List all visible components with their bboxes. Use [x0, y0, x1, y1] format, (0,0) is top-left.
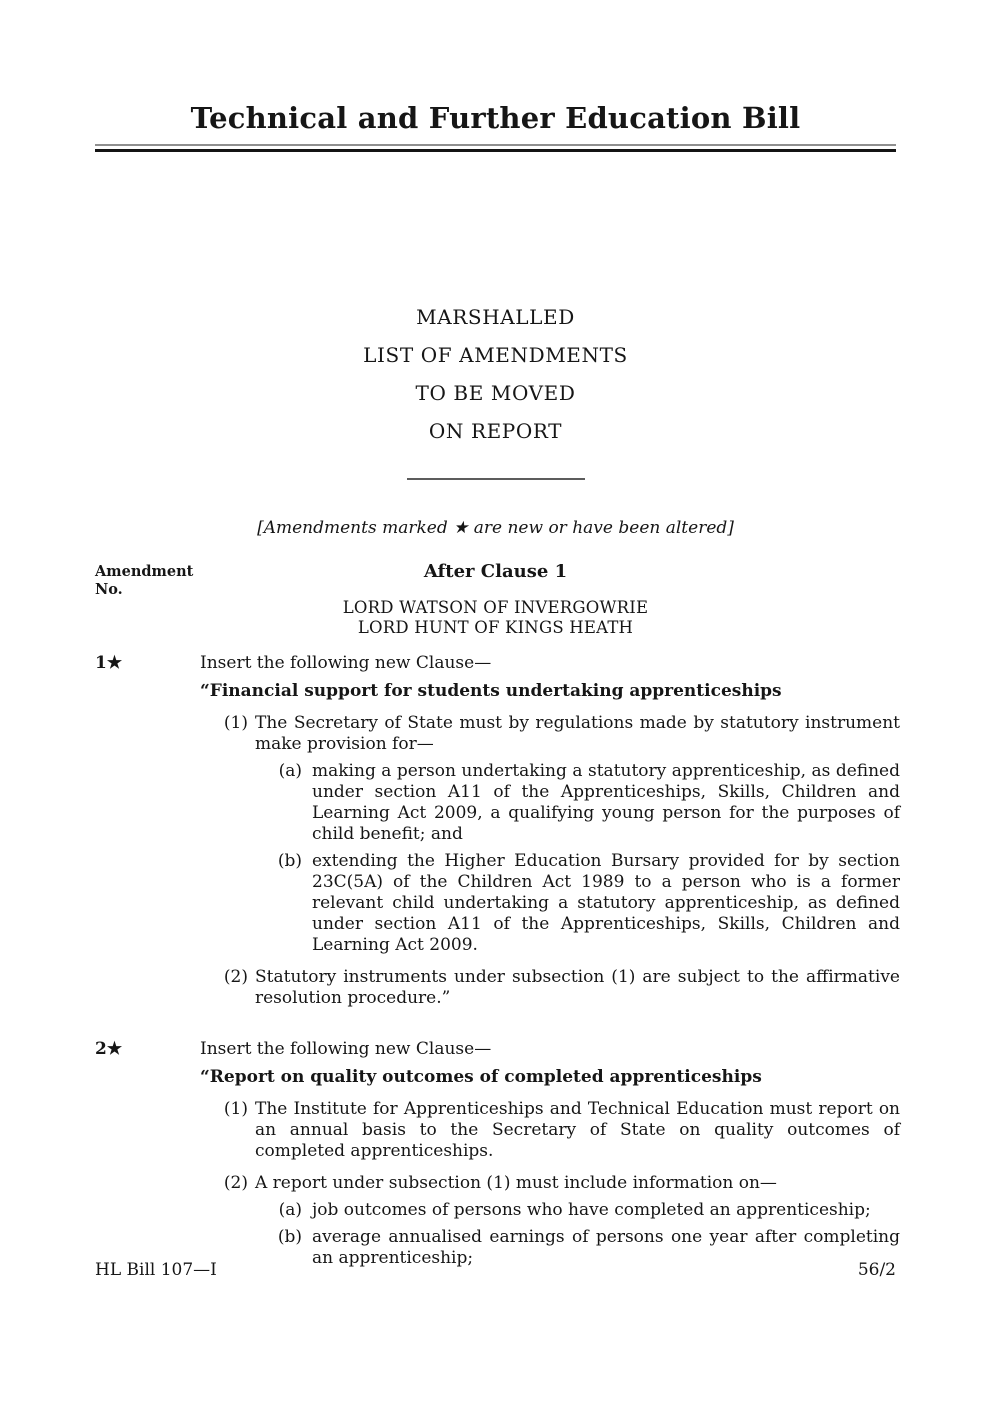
amendment-2-clause-title: “Report on quality outcomes of completed apprenticeships [200, 1067, 762, 1087]
document-title: Technical and Further Education Bill [190, 101, 801, 135]
amendment-no-heading-line1: Amendment [95, 563, 194, 580]
amendment-2-item-1 [200, 1099, 900, 1162]
item-text: The Institute for Apprenticeships and Technical Education must report on an annual basis to the Secretary of State on quality outcomes of completed apprenticeships. [255, 1099, 900, 1161]
clause-header-row [95, 561, 896, 598]
subitem-number: (a) [278, 761, 302, 781]
page-footer [95, 1260, 896, 1281]
heading-line-report: ON REPORT [428, 419, 563, 443]
item-number: (2) [223, 1173, 248, 1193]
subitem-number: (b) [277, 851, 302, 871]
amendment-1-body [200, 653, 900, 1009]
item-number: (2) [223, 967, 248, 987]
subitem-text: average annualised earnings of persons one year after completing an apprenticeship; [312, 1227, 900, 1268]
amendment-2-body [200, 1039, 900, 1269]
amendment-1-item-1 [200, 713, 900, 755]
heading-line-moved: TO BE MOVED [415, 381, 576, 405]
item-text: The Secretary of State must by regulations made by statutory instrument make provision for— [255, 713, 900, 754]
amendment-1-item-2 [200, 967, 900, 1009]
heading-block [95, 298, 896, 450]
subitem-number: (b) [277, 1227, 302, 1247]
heading-line-list: LIST OF AMENDMENTS [363, 343, 628, 367]
footer-bill-reference: HL Bill 107—I [95, 1260, 217, 1280]
item-number: (1) [223, 713, 248, 733]
amendment-1-item-1a [200, 761, 900, 845]
amendment-2-item-2 [200, 1173, 900, 1194]
amendment-no-heading-line2: No. [95, 581, 123, 598]
sponsor-list [95, 598, 896, 638]
title-double-rule [95, 144, 896, 152]
amendment-2 [95, 1039, 900, 1269]
section-divider-rule [407, 478, 585, 480]
subitem-number: (a) [278, 1200, 302, 1220]
star-notice: [Amendments marked ★ are new or have been altered] [257, 518, 734, 538]
item-number: (1) [223, 1099, 248, 1119]
footer-page-reference: 56/2 [857, 1260, 896, 1280]
amendment-2-item-2a [200, 1200, 900, 1221]
amendment-1-instruction: Insert the following new Clause— [200, 653, 492, 673]
subitem-text: extending the Higher Education Bursary provided for by section 23C(5A) of the Children Act 1989 to a person who is a former relevant child undertaking a statutory apprenticeship, as defined under section A11 of the Apprenticeships, Skills, Children and Learning Act 2009. [312, 851, 900, 955]
sponsor-name: LORD HUNT OF KINGS HEATH [357, 618, 634, 637]
amendment-1 [95, 653, 900, 1009]
amendment-no-column-heading [95, 563, 193, 599]
amendment-2-instruction: Insert the following new Clause— [200, 1039, 492, 1059]
item-text: Statutory instruments under subsection (1) are subject to the affirmative resolution procedure.” [255, 967, 900, 1008]
item-text: A report under subsection (1) must include information on— [255, 1173, 777, 1193]
amendment-1-item-1b [200, 851, 900, 956]
sponsor-name: LORD WATSON OF INVERGOWRIE [342, 598, 649, 617]
heading-line-marshalled: MARSHALLED [416, 305, 575, 329]
amendment-1-number: 1★ [95, 653, 123, 673]
subitem-text: job outcomes of persons who have completed an apprenticeship; [312, 1200, 871, 1220]
subitem-text: making a person undertaking a statutory apprenticeship, as defined under section A11 of the Apprenticeships, Skills, Children and Learning Act 2009, a qualifying young person for the purposes of child benefit; and [312, 761, 900, 844]
amendment-1-clause-title: “Financial support for students undertaking apprenticeships [200, 681, 782, 701]
section-heading: After Clause 1 [423, 561, 568, 582]
amendment-2-number: 2★ [95, 1039, 123, 1059]
